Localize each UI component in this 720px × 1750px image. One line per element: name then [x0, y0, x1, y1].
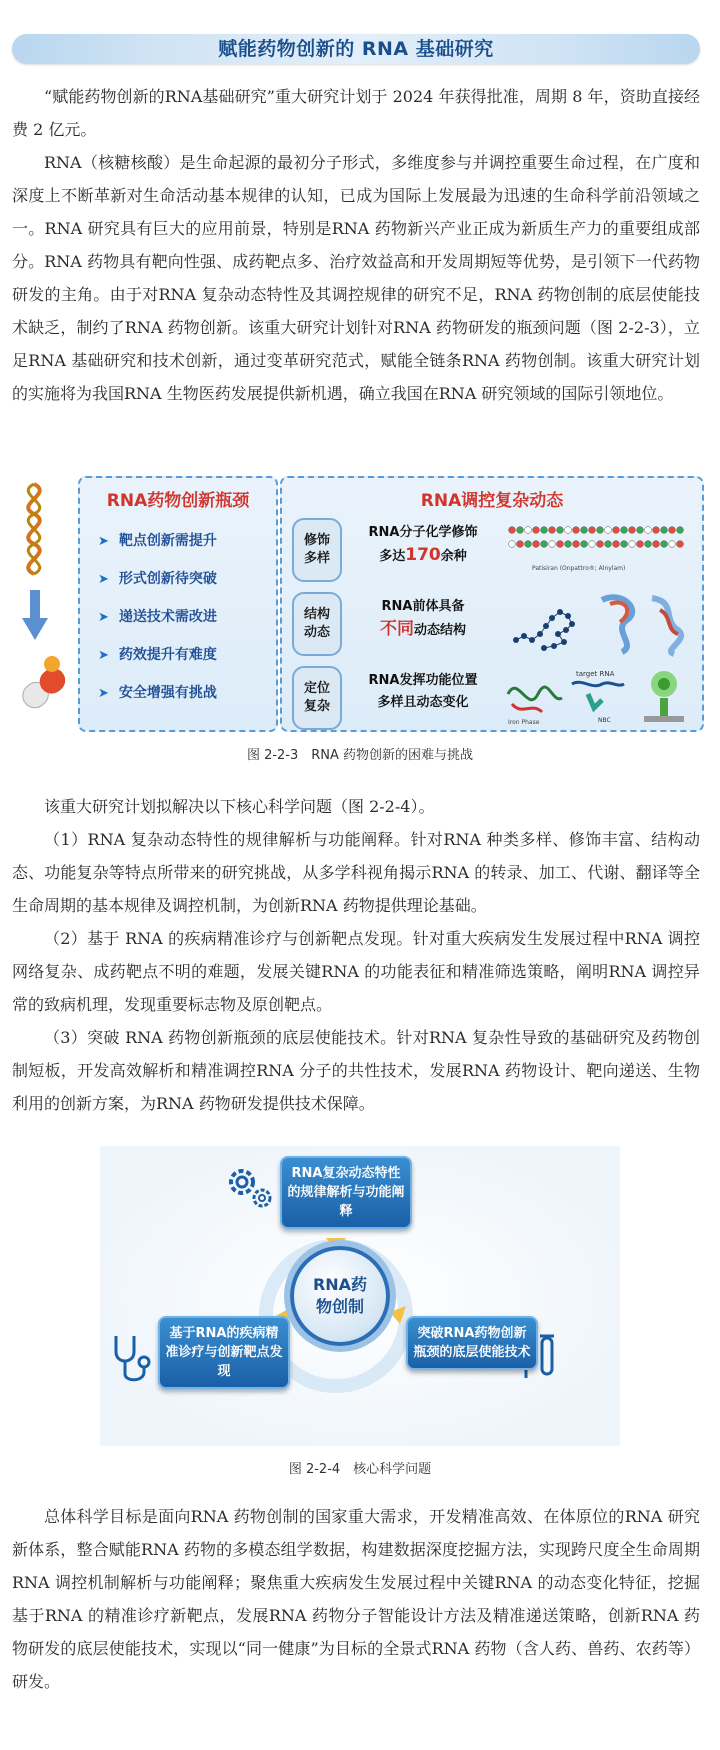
- rna-bead: [541, 541, 548, 548]
- chevron-right-icon: ➤: [98, 648, 109, 663]
- bottleneck-panel: [78, 476, 278, 732]
- rna-bead: [509, 541, 516, 548]
- bottleneck-list: [98, 528, 217, 718]
- modified-rna-sequence-image: [502, 516, 692, 580]
- regulation-row-modification: [292, 516, 692, 580]
- bottleneck-item: ➤ 形式创新待突破: [98, 571, 217, 587]
- rna-bead: [677, 541, 684, 548]
- rna-helix-to-capsule-icon: [12, 478, 76, 728]
- figure-core-questions: [100, 1146, 620, 1446]
- rna-bead: [653, 527, 660, 534]
- paragraph-2: RNA（核糖核酸）是生命起源的最初分子形式，多维度参与并调控重要生命过程，在广度和深度上不断革新对生命活动基本规律的认知，已成为国际上发展最为迅速的生命科学前沿领域之一。RNA 研究具有巨大的应用前景，特别是RNA 药物新兴产业正成为新质生产力的重要组成部分。RNA 药物具有靶向性强、成药靶点多、治疗效益高和开发周期短等优势，是引领下一代药物研发的主角。由于对RNA 复杂动态特性及其调控规律的研究不足，RNA 药物创制的底层使能技术缺乏，制约了RNA 药物创新。该重大研究计划针对RNA 药物研发的瓶颈问题（图 2-2-3），立足RNA 基础研究和技术创新，通过变革研究范式，赋能全链条RNA 药物创制。该重大研究计划的实施将为我国RNA 生物医药发展提供新机遇，确立我国在RNA 研究领域的国际引领地位。: [12, 153, 700, 403]
- rna-bead: [597, 527, 604, 534]
- paragraph-3: 该重大研究计划拟解决以下核心科学问题（图 2-2-4）。: [44, 797, 435, 816]
- sequence-label: Patisiran (Onpattro®; Alnylam): [532, 565, 626, 572]
- rna-bead: [605, 541, 612, 548]
- rna-bead: [509, 527, 516, 534]
- rna-bead: [653, 541, 660, 548]
- rna-structure-image: [502, 590, 692, 654]
- rna-localization-image: [502, 664, 692, 728]
- target-rna-label: target RNA: [576, 670, 615, 678]
- rna-bead: [677, 527, 684, 534]
- rna-bead: [645, 541, 652, 548]
- iron-phase-label: Iron Phase: [508, 719, 540, 726]
- rna-bead: [549, 541, 556, 548]
- stethoscope-icon: [108, 1332, 158, 1386]
- row-text: RNA发挥功能位置 多样且动态变化: [368, 673, 478, 710]
- bottleneck-item: ➤ 安全增强有挑战: [98, 685, 217, 701]
- bottleneck-panel-title: RNA药物创新瓶颈: [106, 491, 250, 511]
- rna-bead: [629, 541, 636, 548]
- paragraph-7: 总体科学目标是面向RNA 药物创制的国家重大需求，开发精准高效、在体原位的RNA 研究新体系，整合赋能RNA 药物的多模态组学数据，构建数据深度挖掘方法，实现跨尺度全生命周期RNA 调控机制解析与功能阐释；聚焦重大疾病发生发展过程中关键RNA 的动态变化特征，挖掘基于RNA 的精准诊疗新靶点，发展RNA 药物分子智能设计方法及精准递送策略，创新RNA 药物研发的底层使能技术，实现以“同一健康”为目标的全景式RNA 药物（含人药、兽药、农药等）研发。: [12, 1507, 700, 1691]
- row-text: RNA前体具备 不同动态结构: [379, 599, 466, 639]
- bottleneck-item: ➤ 递送技术需改进: [98, 609, 217, 625]
- row-tag: 结构 动态: [292, 592, 342, 656]
- figure2-caption: 图 2-2-4 核心科学问题: [288, 1462, 432, 1477]
- rna-bead: [565, 527, 572, 534]
- chevron-right-icon: ➤: [98, 572, 109, 587]
- rna-bead: [581, 527, 588, 534]
- figure-rna-challenges: [12, 468, 700, 736]
- rna-bead: [661, 527, 668, 534]
- rna-bead: [621, 527, 628, 534]
- rna-bead: [645, 527, 652, 534]
- rna-bead: [637, 541, 644, 548]
- rna-bead-chain-icon: [502, 516, 692, 580]
- regulation-panel-title: RNA调控复杂动态: [420, 491, 564, 511]
- rna-bead: [573, 527, 580, 534]
- rna-bead: [533, 541, 540, 548]
- rna-bead: [669, 541, 676, 548]
- rna-bead: [573, 541, 580, 548]
- rna-bead: [597, 541, 604, 548]
- chevron-right-icon: ➤: [98, 534, 109, 549]
- rna-bead: [533, 527, 540, 534]
- rna-bead: [661, 541, 668, 548]
- row-text: RNA分子化学修饰 多达170余种: [368, 525, 478, 565]
- rna-bead: [517, 527, 524, 534]
- regulation-panel: [280, 476, 704, 732]
- paragraph-6: （3）突破 RNA 药物创新瓶颈的底层使能技术。针对RNA 复杂性导致的基础研究及药物创制短板，开发高效解析和精准调控RNA 分子的共性技术，发展RNA 药物设计、靶向递送、生物利用的创新方案，为RNA 药物研发提供技术保障。: [12, 1028, 700, 1113]
- bottleneck-item: ➤ 靶点创新需提升: [98, 533, 217, 549]
- paragraph-4: （1）RNA 复杂动态特性的规律解析与功能阐释。针对RNA 种类多样、修饰丰富、结构动态、功能复杂等特点所带来的研究挑战，从多学科视角揭示RNA 的转录、加工、代谢、翻译等全生命周期的基本规律及调控机制，为创新RNA 药物提供理论基础。: [12, 830, 700, 915]
- center-label: RNA药物创制: [312, 1275, 368, 1316]
- rna-bead: [525, 541, 532, 548]
- rna-bead: [517, 541, 524, 548]
- rna-bead: [589, 541, 596, 548]
- rna-bead: [589, 527, 596, 534]
- core-question-2-box: 基于RNA的疾病精准诊疗与创新靶点发现: [158, 1316, 290, 1389]
- chevron-right-icon: ➤: [98, 610, 109, 625]
- rna-secondary-structure-icon: [502, 590, 692, 660]
- nbc-label: NBC: [598, 717, 611, 724]
- rna-bead: [525, 527, 532, 534]
- rna-bead: [549, 527, 556, 534]
- row-tag: 修饰 多样: [292, 518, 342, 582]
- rna-bead: [605, 527, 612, 534]
- rna-bead: [613, 527, 620, 534]
- rna-bead: [629, 527, 636, 534]
- paragraph-5: （2）基于 RNA 的疾病精准诊疗与创新靶点发现。针对重大疾病发生发展过程中RNA 调控网络复杂、成药靶点不明的难题，发展关键RNA 的功能表征和精准筛选策略，阐明RNA 调控异常的致病机理，发现重要标志物及原创靶点。: [12, 929, 700, 1014]
- rna-bead: [621, 541, 628, 548]
- rna-bead: [581, 541, 588, 548]
- rna-bead: [613, 541, 620, 548]
- rna-bead: [541, 527, 548, 534]
- rna-bead: [669, 527, 676, 534]
- paragraph-1: “赋能药物创新的RNA基础研究”重大研究计划于 2024 年获得批准，周期 8 年，资助直接经费 2 亿元。: [12, 87, 700, 139]
- regulation-row-localization: [292, 664, 692, 728]
- core-question-3-box: 突破RNA药物创新瓶颈的底层使能技术: [406, 1316, 538, 1370]
- core-question-1-box: RNA复杂动态特性的规律解析与功能阐释: [280, 1156, 412, 1229]
- center-circle: [290, 1246, 390, 1346]
- rna-localization-icon: [502, 664, 692, 728]
- rna-bead: [557, 541, 564, 548]
- bottleneck-item: ➤ 药效提升有难度: [98, 647, 217, 663]
- figure1-caption: 图 2-2-3 RNA 药物创新的困难与挑战: [246, 748, 474, 763]
- page-title: 赋能药物创新的 RNA 基础研究: [218, 38, 494, 60]
- gear-icon: [224, 1164, 276, 1212]
- regulation-row-structure: [292, 590, 692, 654]
- row-tag: 定位 复杂: [292, 666, 342, 730]
- title-bar: [12, 34, 700, 64]
- rna-bead: [557, 527, 564, 534]
- chevron-right-icon: ➤: [98, 686, 109, 701]
- rna-bead: [637, 527, 644, 534]
- rna-bead: [565, 541, 572, 548]
- figure1-left-illustration: [12, 478, 76, 728]
